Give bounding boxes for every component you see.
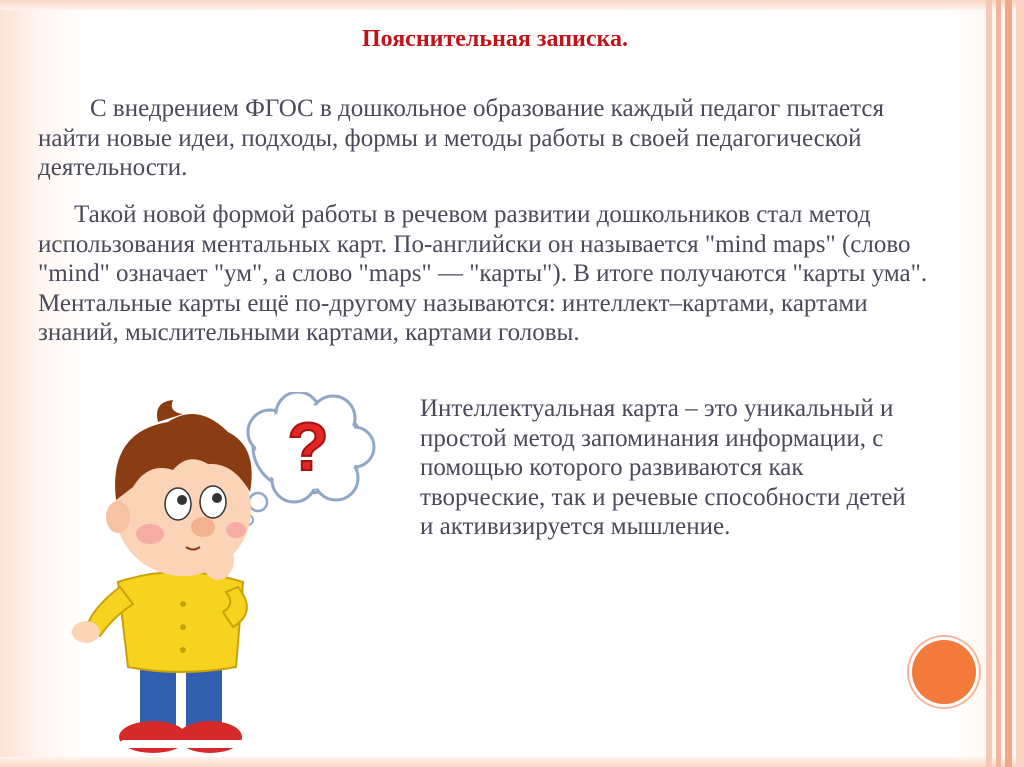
frame-top-edge [0,0,1024,10]
decorative-circle [912,640,976,704]
stripe [996,0,1001,767]
question-mark: ? [287,409,329,485]
decorative-stripes [974,0,1024,767]
paragraph-mind-maps: Такой новой формой работы в речевом развитии дошкольников стал метод использования ментальных карт. По-английски он называется "mind maps" (слово "mind" означает "ум", а слово "maps" — "карты"). В итоге получаются "карты ума". Ментальные карты ещё по-другому называются: интеллект–картами, картами знаний, мыслительными картами, картами головы. [38,201,928,346]
slide-title: Пояснительная записка. [361,26,628,52]
stripe [1016,0,1024,767]
stripe [986,0,992,767]
stripe [1005,0,1012,767]
paragraph-definition: Интеллектуальная карта – это уникальный и простой метод запоминания информации, с помощью которого развиваются как творческие, так и речевые способности детей и активизируется мышление. [420,395,906,540]
thinking-boy-icon [58,392,378,762]
paragraph-intro: С внедрением ФГОС в дошкольное образование каждый педагог пытается найти новые идеи, подходы, формы и методы работы в своей педагогической деятельности. [38,95,884,181]
thought-bubble-icon [243,392,374,525]
